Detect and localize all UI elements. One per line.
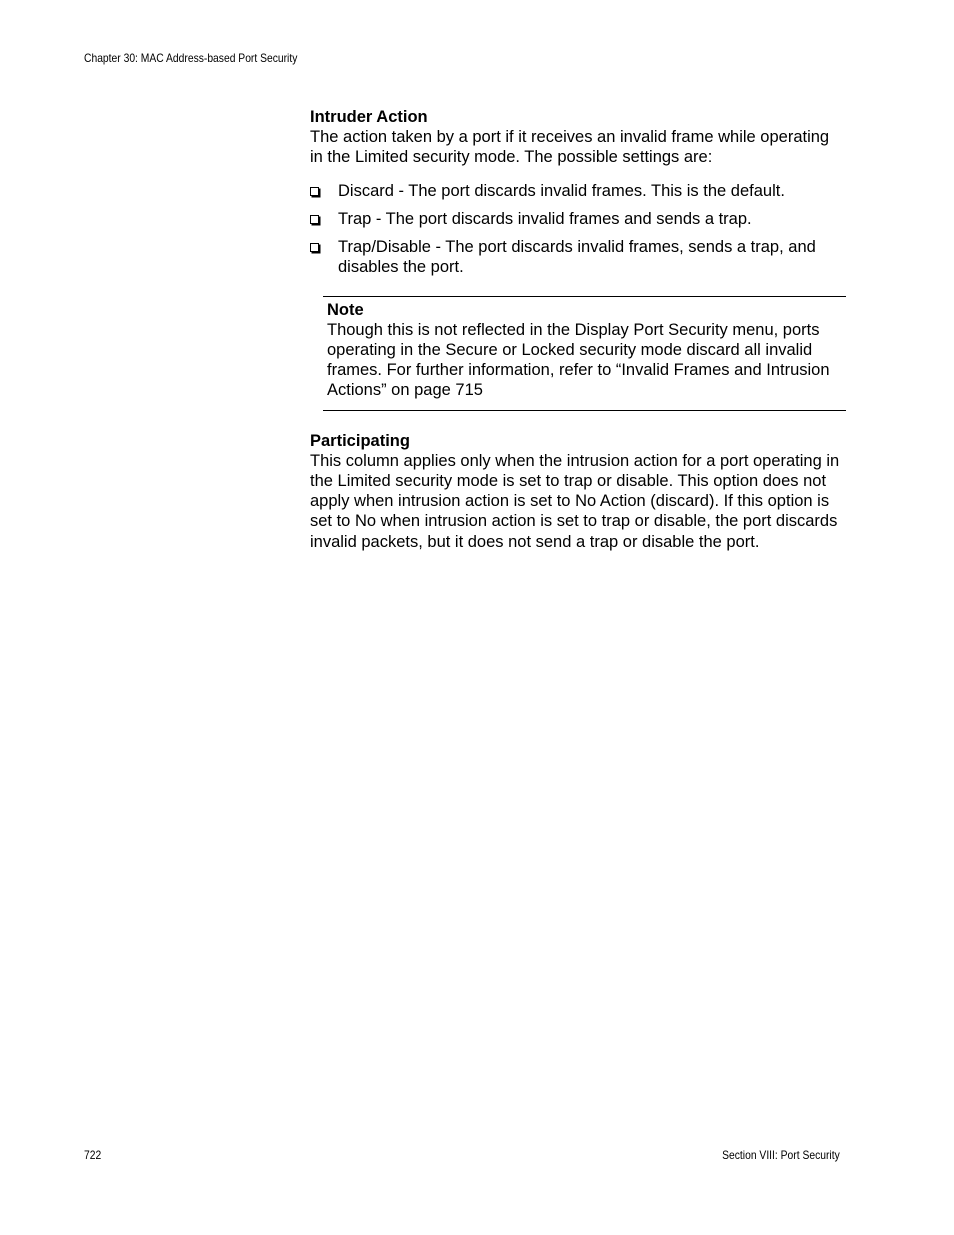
intruder-action-title: Intruder Action <box>310 108 428 126</box>
footer-section: Section VIII: Port Security <box>722 1148 840 1162</box>
option-text: Trap/Disable - The port discards invalid frames, sends a trap, and disables the port. <box>338 237 816 277</box>
page-content <box>310 107 845 552</box>
option-trap <box>310 209 845 230</box>
option-text: Trap - The port discards invalid frames and sends a trap. <box>338 209 752 228</box>
note-box <box>323 296 846 411</box>
checkbox-bullet-icon <box>310 243 319 252</box>
participating-section <box>310 431 845 552</box>
intruder-action-options <box>310 181 845 278</box>
checkbox-bullet-icon <box>310 187 319 196</box>
option-discard <box>310 181 845 202</box>
intruder-action-description: The action taken by a port if it receives an invalid frame while operating in the Limited security mode. The possible settings are: <box>310 128 830 167</box>
note-text: Though this is not reflected in the Display Port Security menu, ports operating in the Secure or Locked security mode discard all invalid frames. For further information, refer to “Invalid Frames and Intrusion Actions” on page 715 <box>327 320 830 399</box>
note-title: Note <box>327 300 364 319</box>
page-number: 722 <box>84 1148 102 1162</box>
participating-description: This column applies only when the intrusion action for a port operating in the Limited security mode is set to trap or disable. This option does not apply when intrusion action is set to No Action (discard). If this option is set to No when intrusion action is set to trap or disable, the port discards invalid packets, but it does not send a trap or disable the port. <box>310 451 840 551</box>
checkbox-bullet-icon <box>310 215 319 224</box>
running-header: Chapter 30: MAC Address-based Port Security <box>84 51 298 65</box>
participating-title: Participating <box>310 431 410 450</box>
option-trap-disable <box>310 237 845 278</box>
intruder-action-section <box>310 107 845 278</box>
option-text: Discard - The port discards invalid frames. This is the default. <box>338 181 785 200</box>
